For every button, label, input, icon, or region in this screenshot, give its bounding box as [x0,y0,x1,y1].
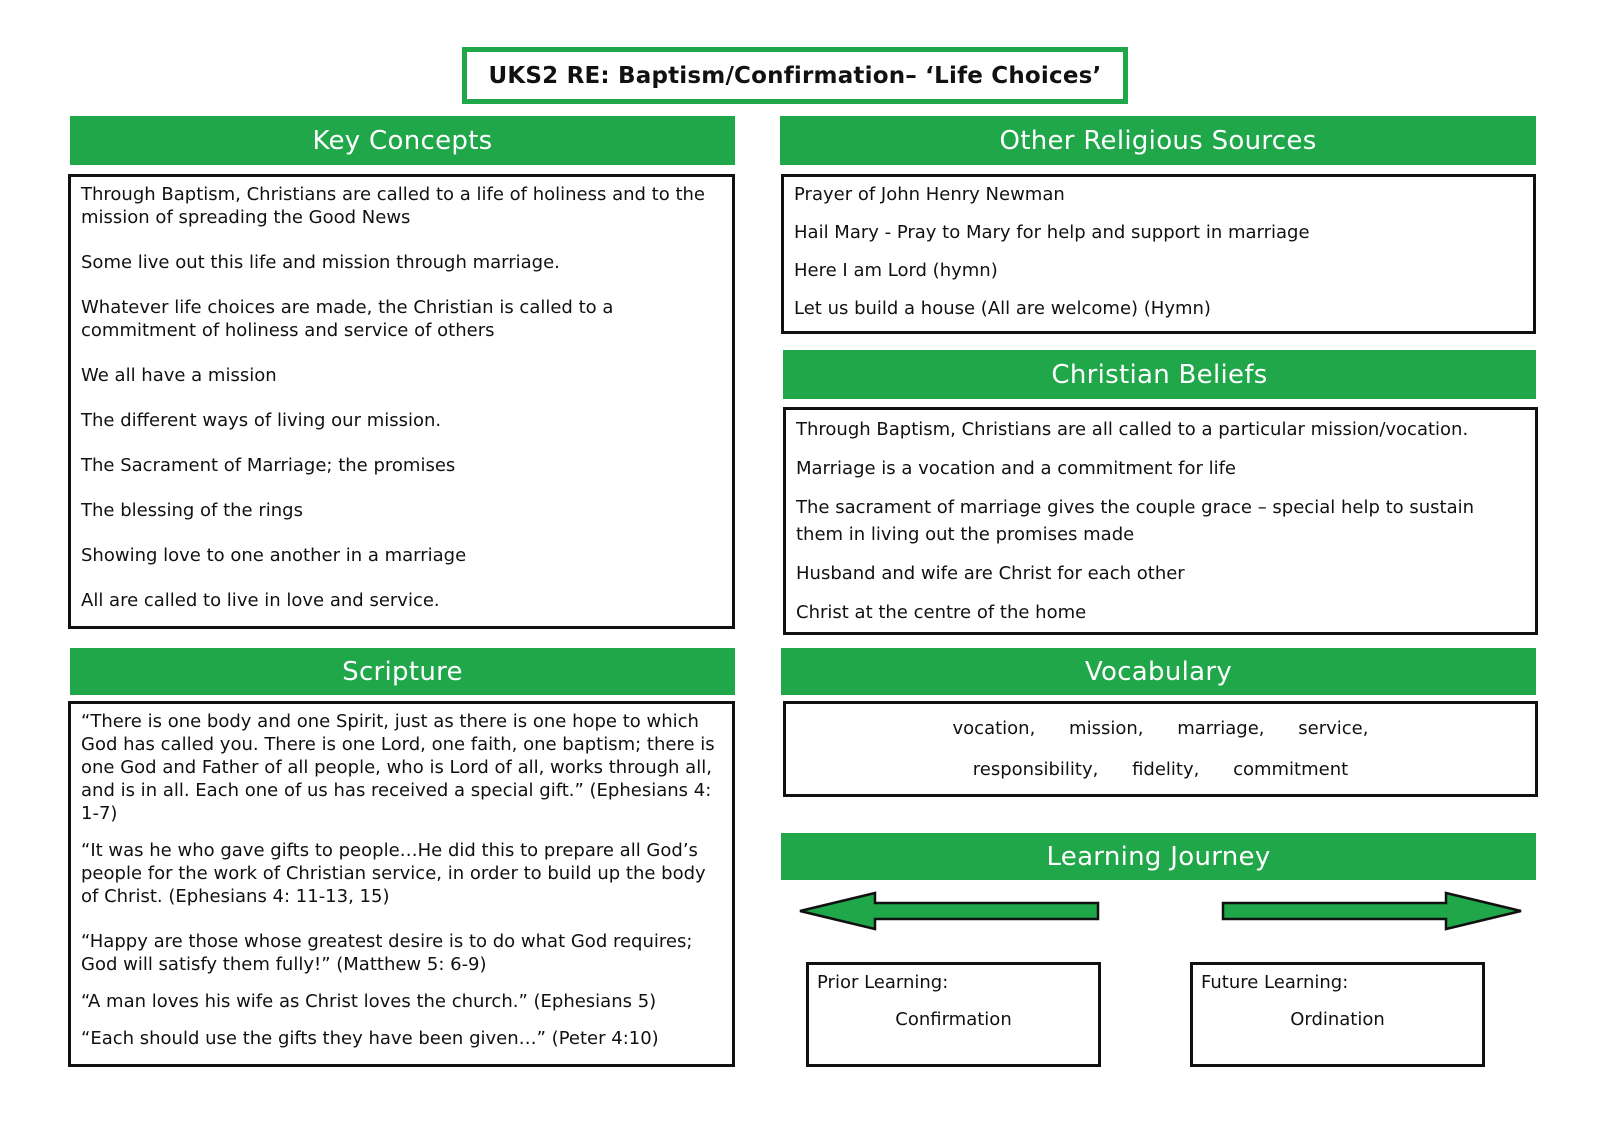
vocab-word: marriage, [1177,718,1265,739]
key-concept-item: Some live out this life and mission through marriage. [81,252,560,273]
other-source-item: Hail Mary - Pray to Mary for help and support in marriage [794,222,1310,243]
page-title: UKS2 RE: Baptism/Confirmation– ‘Life Choices’ [462,47,1128,104]
other-source-item: Here I am Lord (hymn) [794,260,998,281]
arrow-right-icon [1216,890,1526,932]
key-concepts-header: Key Concepts [70,116,735,165]
key-concept-item: Through Baptism, Christians are called to a life of holiness and to the mission of spreading the Good News [81,184,705,228]
scripture-header: Scripture [70,648,735,695]
vocab-word: responsibility, [972,759,1099,780]
belief-item: The sacrament of marriage gives the couple grace – special help to sustain them in living out the promises made [796,497,1475,545]
belief-item: Marriage is a vocation and a commitment for life [796,458,1236,479]
belief-item: Christ at the centre of the home [796,602,1087,623]
other-sources-header: Other Religious Sources [780,116,1536,165]
key-concept-item: The Sacrament of Marriage; the promises [81,455,456,476]
learning-journey-header: Learning Journey [781,833,1536,880]
scripture-box [68,701,735,1067]
scripture-item: “There is one body and one Spirit, just as there is one hope to which God has called you. There is one Lord, one faith, one baptism; there is one God and Father of all people, who is Lord of all, works through all, and is in all. Each one of us has received a special gift.” (Ephesians 4: 1-7) [81,711,715,824]
prior-learning-value: Confirmation [895,1009,1012,1030]
vocabulary-row [939,717,1383,740]
vocab-word: fidelity, [1132,759,1200,780]
other-source-item: Prayer of John Henry Newman [794,184,1065,205]
other-sources-box [781,174,1536,334]
future-learning-value: Ordination [1290,1009,1385,1030]
belief-item: Husband and wife are Christ for each other [796,563,1185,584]
future-learning-box [1190,962,1485,1067]
key-concept-item: We all have a mission [81,365,277,386]
other-source-item: Let us build a house (All are welcome) (Hymn) [794,298,1211,319]
prior-learning-label: Prior Learning: [817,972,949,993]
vocab-word: service, [1298,718,1369,739]
scripture-item: “A man loves his wife as Christ loves the church.” (Ephesians 5) [81,991,657,1012]
key-concept-item: Whatever life choices are made, the Christian is called to a commitment of holiness and service of others [81,297,614,341]
vocabulary-header: Vocabulary [781,648,1536,695]
belief-item: Through Baptism, Christians are all called to a particular mission/vocation. [796,419,1469,440]
scripture-item: “It was he who gave gifts to people…He did this to prepare all God’s people for the work of Christian service, in order to build up the body of Christ. (Ephesians 4: 11-13, 15) [81,840,706,907]
key-concept-item: The blessing of the rings [81,500,303,521]
arrow-left-icon [795,890,1105,932]
prior-learning-box [806,962,1101,1067]
key-concept-item: All are called to live in love and service. [81,590,440,611]
christian-beliefs-box [783,407,1538,635]
key-concepts-box [68,174,735,629]
vocab-word: mission, [1069,718,1144,739]
vocab-word: vocation, [952,718,1036,739]
vocab-word: commitment [1233,759,1349,780]
vocabulary-box [783,701,1538,797]
christian-beliefs-header: Christian Beliefs [783,350,1536,399]
key-concept-item: Showing love to one another in a marriage [81,545,467,566]
scripture-item: “Each should use the gifts they have been given…” (Peter 4:10) [81,1028,659,1049]
future-learning-label: Future Learning: [1201,972,1349,993]
vocabulary-row [959,758,1362,781]
scripture-item: “Happy are those whose greatest desire is to do what God requires; God will satisfy them fully!” (Matthew 5: 6-9) [81,931,693,975]
key-concept-item: The different ways of living our mission. [81,410,442,431]
